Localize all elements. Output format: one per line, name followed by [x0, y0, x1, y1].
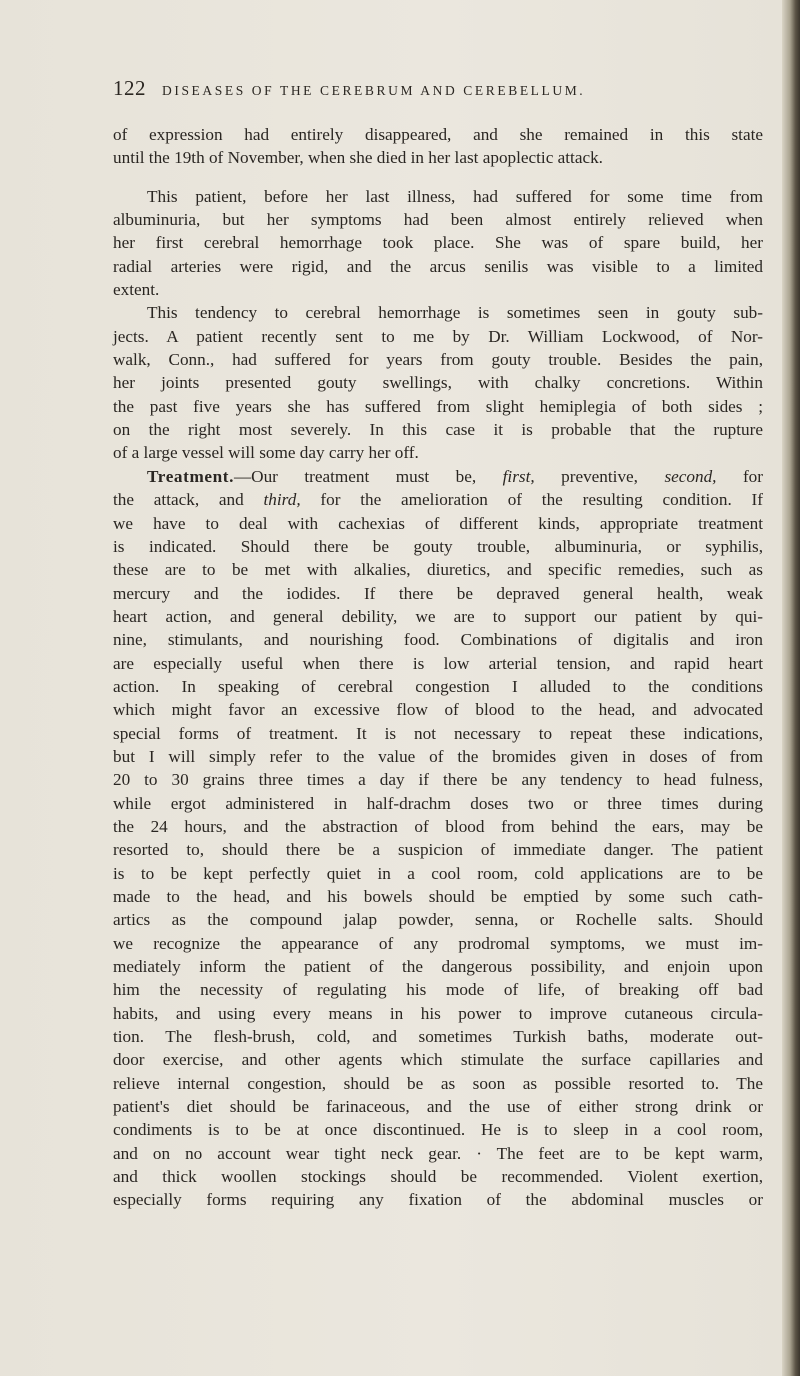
italic-run: second, — [664, 466, 717, 486]
text-line: are especially useful when there is low arterial tension, and rapid heart — [113, 653, 763, 673]
page-number: 122 — [113, 76, 146, 100]
text-line: heart action, and general debility, we are to support our patient by qui- — [113, 606, 763, 626]
text-line: and on no account wear tight neck gear. · The feet are to be kept warm, — [113, 1143, 763, 1163]
page-header — [113, 76, 753, 106]
text-line: artics as the compound jalap powder, senna, or Rochelle salts. Should — [113, 910, 763, 930]
text-line: while ergot administered in half-drachm doses two or three times during — [113, 793, 763, 813]
page-edge-shadow — [782, 0, 800, 1376]
text-line: her first cerebral hemorrhage took place. She was of spare build, her — [113, 233, 763, 253]
text-line: patient's diet should be farinaceous, and the use of either strong drink or — [113, 1097, 763, 1117]
text-line: tion. The flesh-brush, cold, and sometimes Turkish baths, moderate out- — [113, 1027, 763, 1047]
text-line: 20 to 30 grains three times a day if there be any tendency to head fulness, — [113, 770, 763, 790]
text-line: mediately inform the patient of the dangerous possibility, and enjoin upon — [113, 957, 763, 977]
text-line: mercury and the iodides. If there be depraved general health, weak — [113, 583, 763, 603]
text-line: especially forms requiring any fixation of the abdominal muscles or — [113, 1190, 763, 1210]
text-line: we have to deal with cachexias of different kinds, appropriate treatment — [113, 513, 763, 533]
text-line: is to be kept perfectly quiet in a cool room, cold applications are to be — [113, 863, 763, 883]
text-line: radial arteries were rigid, and the arcus senilis was visible to a limited — [113, 256, 763, 276]
text-line: which might favor an excessive flow of blood to the head, and advocated — [113, 700, 763, 720]
text-run: preventive, — [534, 466, 665, 486]
text-line: nine, stimulants, and nourishing food. Combinations of digitalis and iron — [113, 630, 763, 650]
text-line: action. In speaking of cerebral congestion I alluded to the conditions — [113, 676, 763, 696]
running-head: DISEASES OF THE CEREBRUM AND CEREBELLUM. — [162, 83, 586, 98]
text-line: is indicated. Should there be gouty trouble, albuminuria, or syphilis, — [113, 536, 763, 556]
text-line: these are to be met with alkalies, diuretics, and specific remedies, such as — [113, 560, 763, 580]
text-run: —Our treatment must be, — [233, 466, 503, 486]
text-run: for — [716, 466, 764, 486]
text-line: special forms of treatment. It is not necessary to repeat these indications, — [113, 723, 763, 743]
text-line: This patient, before her last illness, had suffered for some time from — [147, 186, 763, 206]
text-line: jects. A patient recently sent to me by Dr. William Lockwood, of Nor- — [113, 326, 763, 346]
text-line: door exercise, and other agents which stimulate the surface capillaries and — [113, 1050, 763, 1070]
text-line: until the 19th of November, when she died in her last apoplectic attack. — [113, 148, 603, 168]
text-run: for the amelioration of the resulting condition. If — [300, 490, 763, 510]
text-line: relieve internal congestion, should be as soon as possible resorted to. The — [113, 1073, 763, 1093]
italic-run: first, — [502, 466, 535, 486]
text-line: habits, and using every means in his power to improve cutaneous circula- — [113, 1003, 763, 1023]
text-line: This tendency to cerebral hemorrhage is sometimes seen in gouty sub- — [147, 303, 763, 323]
text-line: made to the head, and his bowels should be emptied by some such cath- — [113, 887, 763, 906]
text-line: and thick woollen stockings should be recommended. Violent exertion, — [113, 1167, 763, 1187]
text-line: on the right most severely. In this case it is probable that the rupture — [113, 420, 763, 440]
text-line: but I will simply refer to the value of the bromides given in doses of from — [113, 746, 763, 766]
text-line: walk, Conn., had suffered for years from gouty trouble. Besides the pain, — [113, 350, 763, 370]
section-heading-treatment: Treatment. — [147, 466, 234, 486]
text-line: the past five years she has suffered from slight hemiplegia of both sides ; — [113, 396, 763, 416]
italic-run: third, — [263, 490, 301, 510]
treatment-line — [113, 465, 763, 488]
body-text — [113, 123, 763, 1212]
text-line — [113, 488, 763, 511]
text-run: the attack, and — [113, 490, 264, 510]
text-line: we recognize the appearance of any prodromal symptoms, we must im- — [113, 933, 763, 953]
text-line: of a large vessel will some day carry her off. — [113, 443, 419, 463]
text-line: condiments is to be at once discontinued. He is to sleep in a cool room, — [113, 1120, 763, 1140]
text-line: the 24 hours, and the abstraction of blood from behind the ears, may be — [113, 816, 763, 836]
text-line: her joints presented gouty swellings, with chalky concretions. Within — [113, 373, 763, 393]
text-line: him the necessity of regulating his mode of life, of breaking off bad — [113, 980, 763, 1000]
text-line: resorted to, should there be a suspicion of immediate danger. The patient — [113, 840, 763, 860]
treatment-paragraph-body — [113, 512, 763, 1212]
text-line: extent. — [113, 280, 160, 300]
text-line: of expression had entirely disappeared, and she remained in this state — [113, 125, 763, 144]
text-line: albuminuria, but her symptoms had been almost entirely relieved when — [113, 210, 763, 230]
